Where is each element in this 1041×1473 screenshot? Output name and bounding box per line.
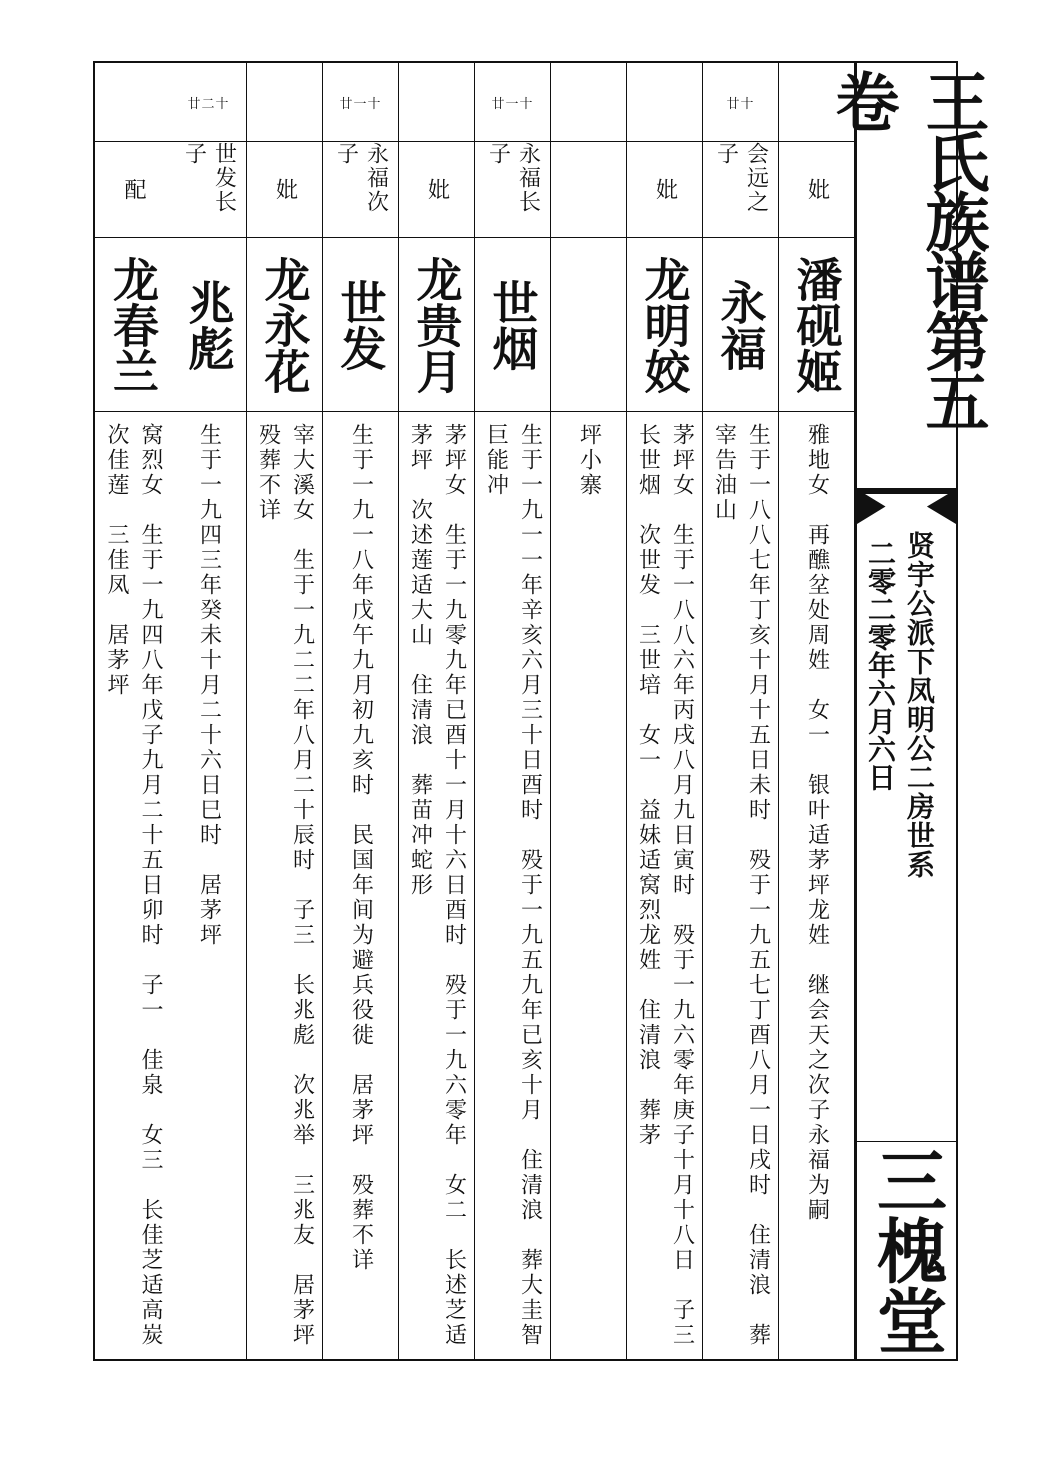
person-column xyxy=(399,63,475,1359)
person-biography: 宰大溪女 生于一九二二年八月二十辰时 子三 长兆彪 次兆举 三兆友 居茅坪 殁葬不详 xyxy=(255,423,315,1373)
person-biography: 生于一九一一年辛亥六月三十日酉时 殁于一九五九年已亥十月 住清浪 葬大圭智巨能冲 xyxy=(483,423,543,1348)
person-name: 龙明姣 xyxy=(637,255,692,394)
relation-cell: 妣 xyxy=(424,177,450,202)
hall-divider xyxy=(857,1141,956,1142)
publication-date: 二零二零年六月六日 xyxy=(864,539,897,791)
book-title: 王氏族谱第五卷 xyxy=(824,69,990,429)
relation-cell: 配 xyxy=(121,177,146,202)
genealogy-table xyxy=(93,61,857,1373)
person-biography: 窝烈女 生于一九四八年戊子九月二十五日卯时 子一 佳泉 女三 长佳芝适高炭 次佳莲 三佳凤 居茅坪 xyxy=(104,423,163,1373)
person-column xyxy=(171,63,247,1359)
relation-cell: 世发长子 xyxy=(181,142,237,214)
person-biography: 雅地女 再醮坌处周姓 女一 银叶适茅坪龙姓 继会天之次子永福为嗣 xyxy=(804,423,830,1223)
generation-cell xyxy=(399,63,474,141)
hall-name: 三槐堂 xyxy=(865,1145,949,1355)
person-name: 世烟 xyxy=(485,278,540,371)
relation-cell: 妣 xyxy=(272,177,298,202)
continuation-column xyxy=(551,63,627,1359)
generation-cell xyxy=(95,63,171,141)
relation-cell: 妣 xyxy=(804,177,830,202)
relation-cell: 会远之子 xyxy=(713,142,769,214)
person-biography: 生于一八八七年丁亥十月十五日未时 殁于一九五七丁酉八月一日戌时 住清浪 葬宰告油山 xyxy=(711,423,771,1348)
person-column xyxy=(95,63,171,1373)
person-name: 潘砚姬 xyxy=(789,255,844,394)
person-biography: 坪小寨 xyxy=(576,423,602,498)
person-name: 兆彪 xyxy=(181,278,236,371)
generation-cell: 廿十 xyxy=(726,96,755,112)
person-biography: 生于一九一八年戊午九月初九亥时 民国年间为避兵役徙 居茅坪 殁葬不详 xyxy=(348,423,374,1273)
person-name: 世发 xyxy=(333,278,388,371)
person-column xyxy=(703,63,779,1359)
person-biography: 茅坪女 生于一八八六年丙戌八月九日寅时 殁于一九六零年庚子十月十八日 子三 长世烟 次世发 三世培 女一 益妹适窝烈龙姓 住清浪 葬茅 xyxy=(635,423,695,1373)
generation-cell: 廿一十 xyxy=(491,96,534,112)
person-column xyxy=(247,63,323,1373)
relation-cell xyxy=(551,142,626,237)
person-biography: 生于一九四三年癸未十月二十六日巳时 居茅坪 xyxy=(196,423,222,948)
generation-cell: 廿一十 xyxy=(339,96,382,112)
lineage-subtitle: 贤宇公派下凤明公二房世系 xyxy=(903,531,936,879)
generation-cell xyxy=(627,63,702,141)
person-name: 龙永花 xyxy=(257,255,312,394)
person-column xyxy=(323,63,399,1359)
generation-cell xyxy=(247,63,322,141)
person-biography: 茅坪女 生于一九零九年已酉十一月十六日酉时 殁于一九六零年 女二 长述芝适茅坪 次述莲适大山 住清浪 葬苗冲蛇形 xyxy=(407,423,467,1348)
title-panel xyxy=(824,61,990,1361)
generation-cell: 廿二十 xyxy=(187,96,230,112)
person-column xyxy=(627,63,703,1373)
person-name: 龙春兰 xyxy=(106,255,160,394)
relation-cell: 永福次子 xyxy=(333,142,389,214)
ribbon-divider xyxy=(857,488,956,524)
person-name: 龙贵月 xyxy=(409,255,464,394)
person-column xyxy=(475,63,551,1359)
person-name xyxy=(551,238,626,411)
person-name: 永福 xyxy=(713,278,768,371)
relation-cell: 妣 xyxy=(652,177,678,202)
relation-cell: 永福长子 xyxy=(485,142,541,214)
generation-cell xyxy=(551,63,626,141)
